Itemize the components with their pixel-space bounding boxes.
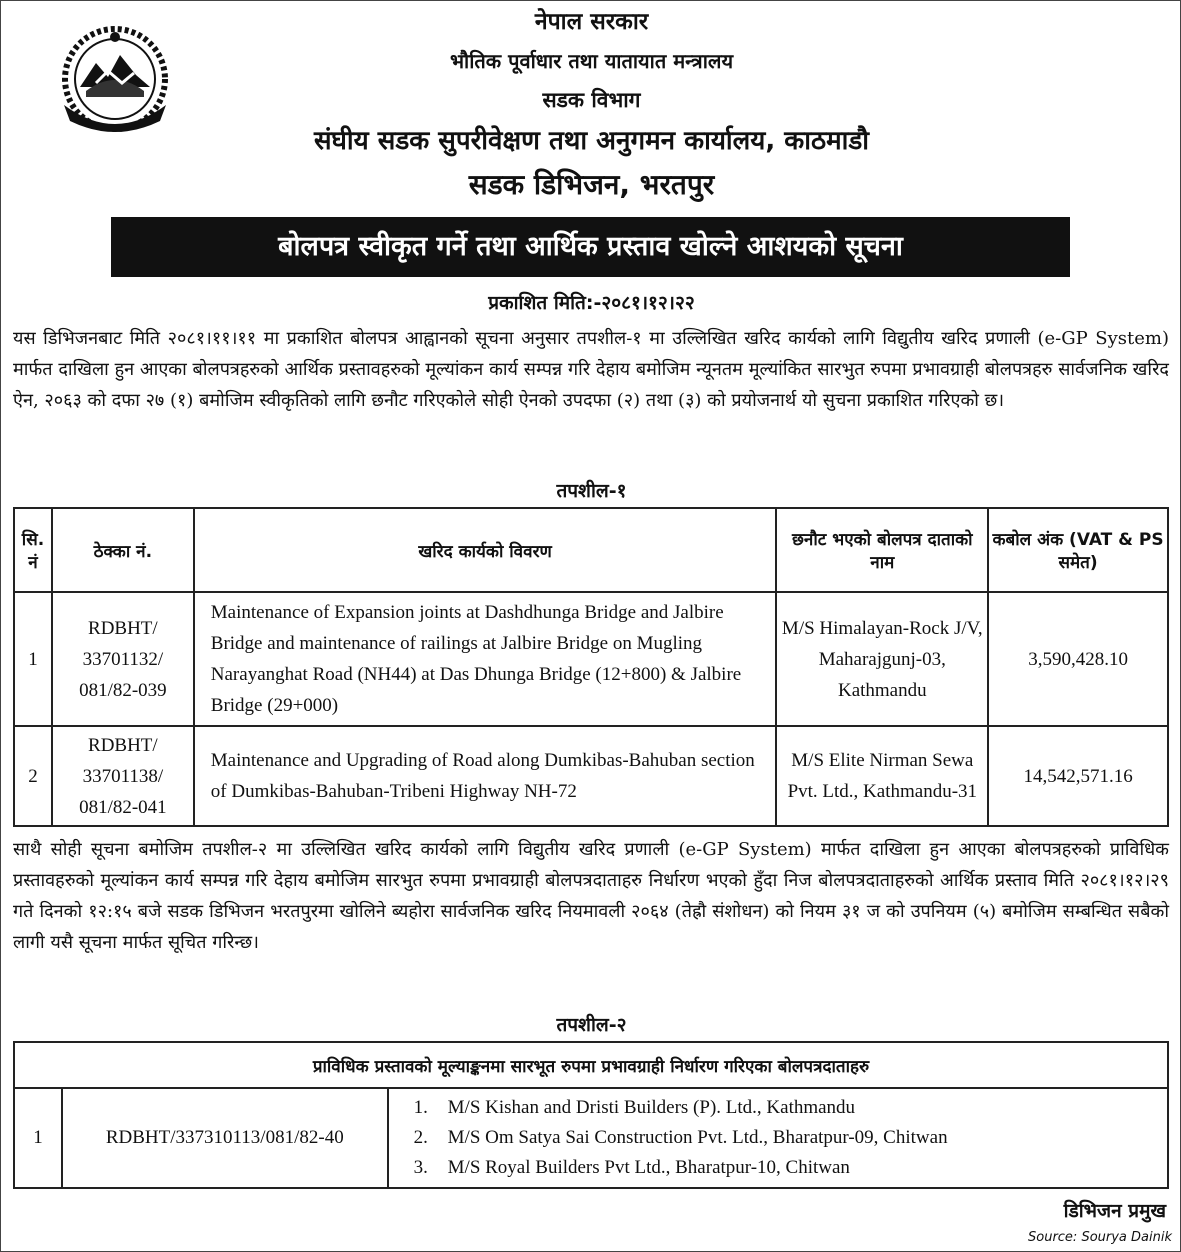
- row-sn: 2: [14, 726, 52, 826]
- row-sn: 1: [14, 592, 52, 726]
- table-header-row: [14, 508, 1168, 592]
- row-description: Maintenance of Expansion joints at Dashdhunga Bridge and Jalbire Bridge and maintenance of railings at Jalbire Bridge on Mugling Narayanghat Road (NH44) at Das Dhunga Bridge (12+800) & Jalbire Bridge (29+000): [194, 592, 777, 726]
- header-sn: सि. नं: [14, 508, 52, 592]
- notice-title-banner: बोलपत्र स्वीकृत गर्ने तथा आर्थिक प्रस्ताव खोल्ने आशयको सूचना: [111, 217, 1070, 277]
- table-row: [14, 726, 1168, 826]
- schedule-1-table: [13, 507, 1169, 827]
- bidder-list-cell: [388, 1088, 1168, 1188]
- table-row: [14, 1088, 1168, 1188]
- source-credit: Source: Sourya Dainik: [1028, 1230, 1172, 1245]
- header-contract-no: ठेक्का नं.: [52, 508, 194, 592]
- ministry-name: भौतिक पूर्वाधार तथा यातायात मन्त्रालय: [449, 49, 734, 73]
- header-bidder: छनौट भएको बोलपत्र दाताको नाम: [776, 508, 988, 592]
- table-row: [14, 592, 1168, 726]
- row-amount: 14,542,571.16: [988, 726, 1168, 826]
- office-name: संघीय सडक सुपरीवेक्षण तथा अनुगमन कार्यालय, काठमाडौ: [313, 126, 870, 156]
- notice-paragraph-1: यस डिभिजनबाट मिति २०८१।११।११ मा प्रकाशित बोलपत्र आह्वानको सूचना अनुसार तपशील-१ मा उल्लिखित खरिद कार्यको लागि विद्युतीय खरिद प्रणाली (e-GP System) मार्फत दाखिला हुन आएका बोलपत्रहरुको आर्थिक प्रस्तावहरुको मूल्यांकन कार्य सम्पन्न गरि देहाय बमोजिम न्यूनतम मूल्यांकित सारभुत रुपमा प्रभावग्राही बोलपत्रहरु सार्वजनिक खरिद ऐन, २०६३ को दफा २७ (१) बमोजिम स्वीकृतिको लागि छनौट गरिएकोले सोही ऐनको उपदफा (२) तथा (३) को प्रयोजनार्थ यो सुचना प्रकाशित गरिएको छ।: [13, 328, 1169, 411]
- row-description: Maintenance and Upgrading of Road along Dumkibas-Bahuban section of Dumkibas-Bahuban-Tribeni Highway NH-72: [194, 726, 777, 826]
- bidder-list: [390, 1093, 1166, 1183]
- schedule-1-title: तपशील-१: [556, 480, 627, 502]
- row-sn: 1: [14, 1088, 62, 1188]
- header-amount: कबोल अंक (VAT & PS समेत): [988, 508, 1168, 592]
- published-date: प्रकाशित मिति:-२०८१।१२।२२: [488, 292, 695, 314]
- row-amount: 3,590,428.10: [988, 592, 1168, 726]
- schedule-2-header: प्राविधिक प्रस्तावको मूल्याङ्कनमा सारभूत रुपमा प्रभावग्राही निर्धारण गरिएका बोलपत्रदाताहरु: [14, 1042, 1168, 1088]
- row-bidder: M/S Himalayan-Rock J/V, Maharajgunj-03, Kathmandu: [776, 592, 988, 726]
- row-contract-no: RDBHT/337310113/081/82-40: [62, 1088, 388, 1188]
- department-name: सडक विभाग: [542, 88, 641, 112]
- list-item: 2. M/S Om Satya Sai Construction Pvt. Ltd., Bharatpur-09, Chitwan: [413, 1127, 948, 1148]
- schedule-2-title: तपशील-२: [556, 1014, 627, 1036]
- row-bidder: M/S Elite Nirman Sewa Pvt. Ltd., Kathmandu-31: [776, 726, 988, 826]
- notice-paragraph-2: साथै सोही सूचना बमोजिम तपशील-२ मा उल्लिखित खरिद कार्यको लागि विद्युतीय खरिद प्रणाली (e-GP System) मार्फत दाखिला हुन आएका बोलपत्रहरुको प्राविधिक प्रस्तावहरुको मूल्यांकन कार्य सम्पन्न गरि देहाय बमोजिम सारभुत रुपमा प्रभावग्राही बोलपत्रदाताहरु निर्धारण भएको हुँदा निज बोलपत्रदाताहरुको आर्थिक प्रस्ताव मिति २०८१।१२।२९ गते दिनको १२:१५ बजे सडक डिभिजन भरतपुरमा खोलिने ब्यहोरा सार्वजनिक खरिद नियमावली २०६४ (तेह्रौ संशोधन) को नियम ३१ ज को उपनियम (५) बमोजिम सम्बन्धित सबैको लागी यसै सूचना मार्फत सूचित गरिन्छ।: [13, 839, 1169, 953]
- division-name: सडक डिभिजन, भरतपुर: [468, 168, 715, 201]
- schedule-2-table: [13, 1041, 1169, 1189]
- list-item: 3. M/S Royal Builders Pvt Ltd., Bharatpur-10, Chitwan: [413, 1157, 850, 1178]
- list-item: 1. M/S Kishan and Dristi Builders (P). Ltd., Kathmandu: [413, 1097, 856, 1118]
- government-name: नेपाल सरकार: [534, 9, 649, 35]
- header-description: खरिद कार्यको विवरण: [194, 508, 777, 592]
- table-header-row: [14, 1042, 1168, 1088]
- row-contract-no: RDBHT/ 33701132/ 081/82-039: [52, 592, 194, 726]
- signature-title: डिभिजन प्रमुख: [1063, 1200, 1166, 1222]
- nepal-government-emblem-icon: [56, 25, 174, 137]
- row-contract-no: RDBHT/ 33701138/ 081/82-041: [52, 726, 194, 826]
